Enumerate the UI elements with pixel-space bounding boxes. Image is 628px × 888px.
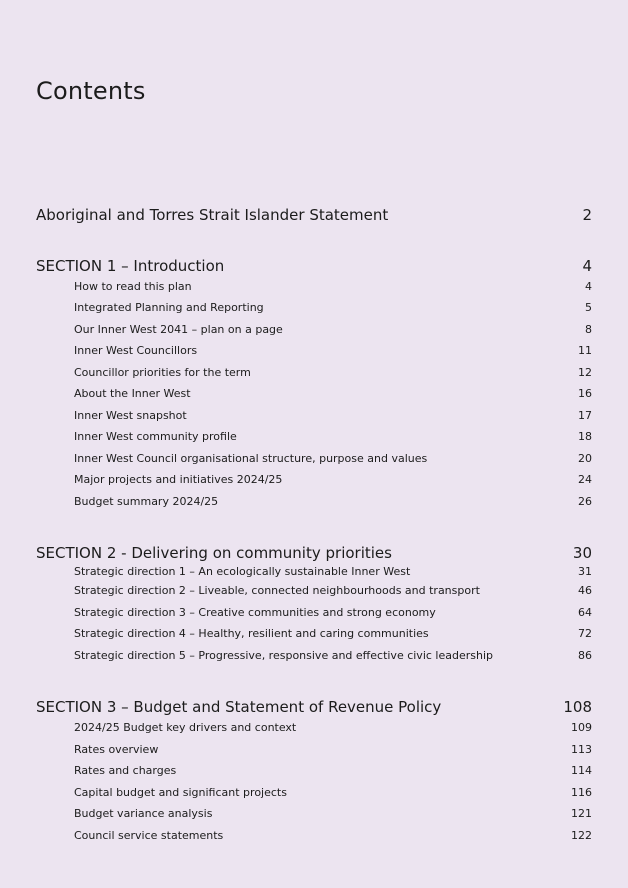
toc-entry-page: 16 (578, 387, 592, 400)
toc-section-1[interactable] (0, 256, 628, 276)
toc-entry[interactable] (0, 429, 628, 445)
toc-entry-label: Rates and charges (74, 764, 177, 777)
toc-entry[interactable] (0, 785, 628, 801)
toc-entry-label: Strategic direction 2 – Liveable, connected neighbourhoods and transport (74, 584, 480, 597)
toc-entry[interactable] (0, 583, 628, 599)
toc-entry-label: Budget variance analysis (74, 807, 213, 820)
toc-entry[interactable] (0, 828, 628, 844)
toc-section-page: 30 (572, 544, 592, 562)
toc-entry[interactable] (0, 408, 628, 424)
toc-entry-page: 8 (585, 323, 592, 336)
toc-entry-label: How to read this plan (74, 280, 192, 293)
toc-entry-label: Inner West Councillors (74, 344, 198, 357)
toc-entry[interactable] (0, 605, 628, 621)
toc-entry-label: Aboriginal and Torres Strait Islander Statement (36, 206, 389, 224)
toc-entry-page: 18 (578, 430, 592, 443)
toc-entry-label: Strategic direction 3 – Creative communities and strong economy (74, 606, 436, 619)
toc-entry-page: 2 (582, 206, 592, 224)
toc-section-label: SECTION 3 – Budget and Statement of Revenue Policy (36, 698, 442, 716)
toc-entry[interactable] (0, 720, 628, 736)
toc-entry[interactable] (0, 806, 628, 822)
toc-entry-page: 86 (578, 649, 592, 662)
toc-section-2[interactable] (0, 543, 628, 563)
toc-entry-page: 4 (585, 280, 592, 293)
toc-entry-label: Capital budget and significant projects (74, 786, 287, 799)
toc-entry-page: 5 (585, 301, 592, 314)
toc-entry-label: Rates overview (74, 743, 159, 756)
toc-entry-page: 113 (571, 743, 592, 756)
toc-entry[interactable] (0, 386, 628, 402)
toc-entry-label: Inner West snapshot (74, 409, 187, 422)
toc-entry-page: 122 (571, 829, 592, 842)
toc-entry-label: Inner West Council organisational structure, purpose and values (74, 452, 428, 465)
toc-entry-page: 64 (578, 606, 592, 619)
toc-entry-label: Strategic direction 5 – Progressive, responsive and effective civic leadership (74, 649, 493, 662)
toc-entry[interactable] (0, 763, 628, 779)
toc-entry[interactable] (0, 343, 628, 359)
toc-entry-label: Major projects and initiatives 2024/25 (74, 473, 283, 486)
toc-entry-page: 26 (578, 495, 592, 508)
toc-entry[interactable] (0, 451, 628, 467)
toc-entry[interactable] (0, 322, 628, 338)
toc-entry-acknowledgement[interactable] (0, 205, 628, 225)
toc-entry-label: 2024/25 Budget key drivers and context (74, 721, 297, 734)
toc-entry[interactable] (0, 472, 628, 488)
toc-entry[interactable] (0, 279, 628, 295)
toc-entry-page: 72 (578, 627, 592, 640)
toc-entry-label: Strategic direction 4 – Healthy, resilient and caring communities (74, 627, 429, 640)
toc-entry-page: 121 (571, 807, 592, 820)
toc-entry[interactable] (0, 742, 628, 758)
toc-entry-page: 12 (578, 366, 592, 379)
toc-entry-label: Integrated Planning and Reporting (74, 301, 264, 314)
toc-section-page: 108 (563, 698, 592, 716)
toc-section-page: 4 (582, 257, 592, 275)
toc-entry[interactable] (0, 564, 628, 580)
toc-entry-label: Our Inner West 2041 – plan on a page (74, 323, 283, 336)
toc-entry-page: 114 (571, 764, 592, 777)
toc-section-label: SECTION 2 - Delivering on community priorities (36, 544, 392, 562)
toc-entry-label: Strategic direction 1 – An ecologically sustainable Inner West (74, 565, 411, 578)
toc-entry-page: 17 (578, 409, 592, 422)
page-title: Contents (36, 77, 146, 105)
toc-section-label: SECTION 1 – Introduction (36, 257, 225, 275)
toc-entry-page: 109 (571, 721, 592, 734)
toc-entry-page: 24 (578, 473, 592, 486)
toc-entry[interactable] (0, 648, 628, 664)
toc-entry[interactable] (0, 300, 628, 316)
toc-entry-page: 116 (571, 786, 592, 799)
toc-entry-label: Inner West community profile (74, 430, 237, 443)
toc-entry-page: 31 (578, 565, 592, 578)
toc-entry-label: Budget summary 2024/25 (74, 495, 219, 508)
toc-entry[interactable] (0, 626, 628, 642)
toc-entry-label: About the Inner West (74, 387, 191, 400)
toc-section-3[interactable] (0, 697, 628, 717)
toc-entry-label: Council service statements (74, 829, 224, 842)
toc-entry-label: Councillor priorities for the term (74, 366, 251, 379)
toc-entry[interactable] (0, 494, 628, 510)
toc-entry[interactable] (0, 365, 628, 381)
toc-entry-page: 46 (578, 584, 592, 597)
toc-entry-page: 20 (578, 452, 592, 465)
toc-entry-page: 11 (578, 344, 592, 357)
